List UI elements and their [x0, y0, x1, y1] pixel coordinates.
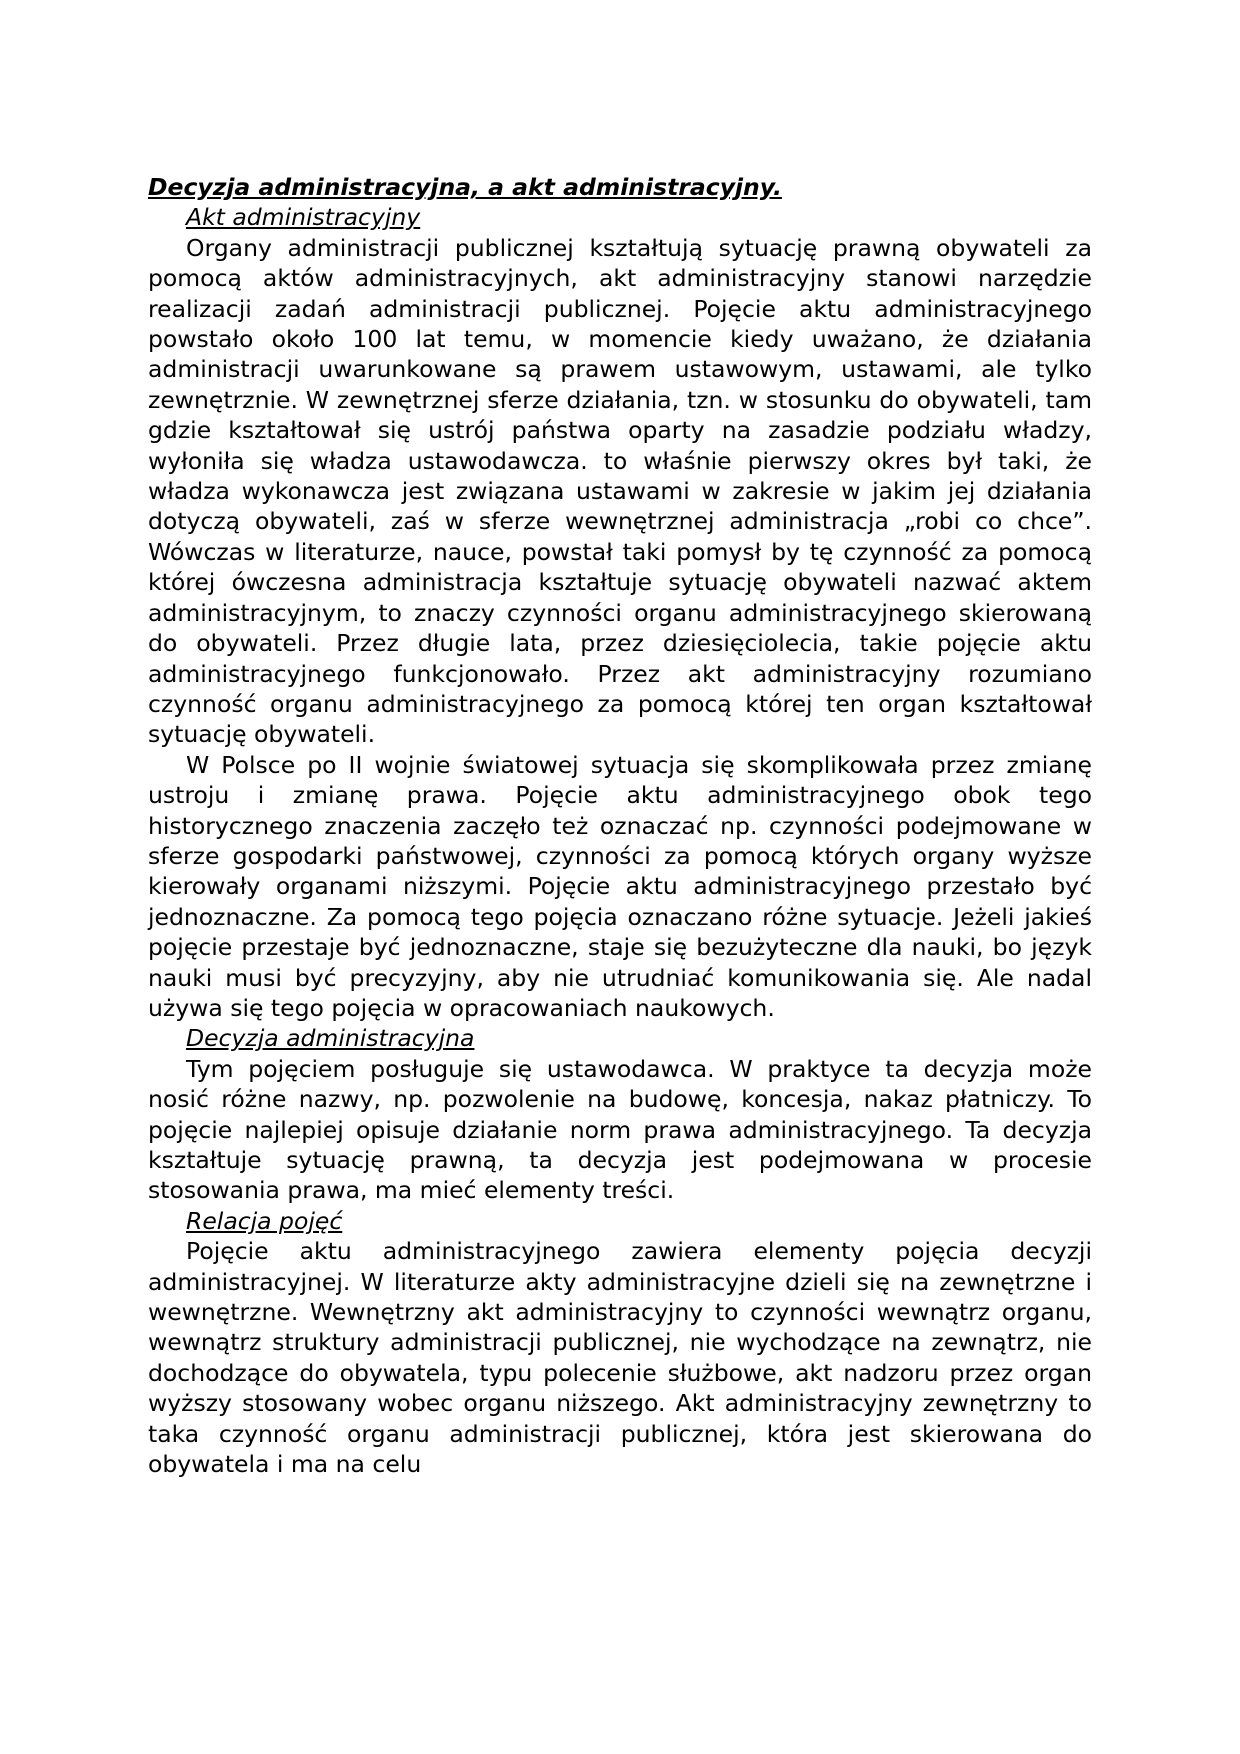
paragraph: W Polsce po II wojnie światowej sytuacja się skomplikowała przez zmianę ustroju i zmianę prawa. Pojęcie aktu administracyjnego obok tego historycznego znaczenia zaczęło też oznaczać np. czynności podejmowane w sferze gospodarki państwowej, czynności za pomocą których organy wyższe kierowały organami niższymi. Pojęcie aktu administracyjnego przestało być jednoznaczne. Za pomocą tego pojęcia oznaczano różne sytuacje. Jeżeli jakieś pojęcie przestaje być jednoznaczne, staje się bezużyteczne dla nauki, bo język nauki musi być precyzyjny, aby nie utrudniać komunikowania się. Ale nadal używa się tego pojęcia w opracowaniach naukowych. — [148, 750, 1092, 1022]
document-title: Decyzja administracyjna, a akt administracyjny. — [148, 173, 782, 201]
section-relacja-pojec — [148, 1206, 1092, 1480]
document-page — [148, 172, 1092, 1479]
paragraph: Tym pojęciem posługuje się ustawodawca. W praktyce ta decyzja może nosić różne nazwy, np. pozwolenie na budowę, koncesja, nakaz płatniczy. To pojęcie najlepiej opisuje działanie norm prawa administracyjnego. Ta decyzja kształtuje sytuację prawną, ta decyzja jest podejmowana w procesie stosowania prawa, ma mieć elementy treści. — [148, 1054, 1092, 1205]
section-decyzja-administracyjna — [148, 1023, 1092, 1205]
section-heading: Relacja pojęć — [186, 1206, 343, 1235]
section-akt-administracyjny — [148, 202, 1092, 1023]
section-heading: Akt administracyjny — [186, 203, 421, 232]
section-heading: Decyzja administracyjna — [186, 1024, 475, 1053]
paragraph: Pojęcie aktu administracyjnego zawiera elementy pojęcia decyzji administracyjnej. W literaturze akty administracyjne dzieli się na zewnętrzne i wewnętrzne. Wewnętrzny akt administracyjny to czynności wewnątrz organu, wewnątrz struktury administracji publicznej, nie wychodzące na zewnątrz, nie dochodzące do obywatela, typu polecenie służbowe, akt nadzoru przez organ wyższy stosowany wobec organu niższego. Akt administracyjny zewnętrzny to taka czynność organu administracji publicznej, która jest skierowana do obywatela i ma na celu — [148, 1237, 1092, 1479]
paragraph: Organy administracji publicznej kształtują sytuację prawną obywateli za pomocą aktów administracyjnych, akt administracyjny stanowi narzędzie realizacji zadań administracji publicznej. Pojęcie aktu administracyjnego powstało około 100 lat temu, w momencie kiedy uważano, że działania administracji uwarunkowane są prawem ustawowym, ustawami, ale tylko zewnętrznie. W zewnętrznej sferze działania, tzn. w stosunku do obywateli, tam gdzie kształtował się ustrój państwa oparty na zasadzie podziału władzy, wyłoniła się władza ustawodawcza. to właśnie pierwszy okres był taki, że władza wykonawcza jest związana ustawami w zakresie w jakim jej działania dotyczą obywateli, zaś w sferze wewnętrznej administracja „robi co chce”. Wówczas w literaturze, nauce, powstał taki pomysł by tę czynność za pomocą której ówczesna administracja kształtuje sytuację obywateli nazwać aktem administracyjnym, to znaczy czynności organu administracyjnego skierowaną do obywateli. Przez długie lata, przez dziesięciolecia, takie pojęcie aktu administracyjnego funkcjonowało. Przez akt administracyjny rozumiano czynność organu administracyjnego za pomocą której ten organ kształtował sytuację obywateli. — [148, 233, 1092, 749]
